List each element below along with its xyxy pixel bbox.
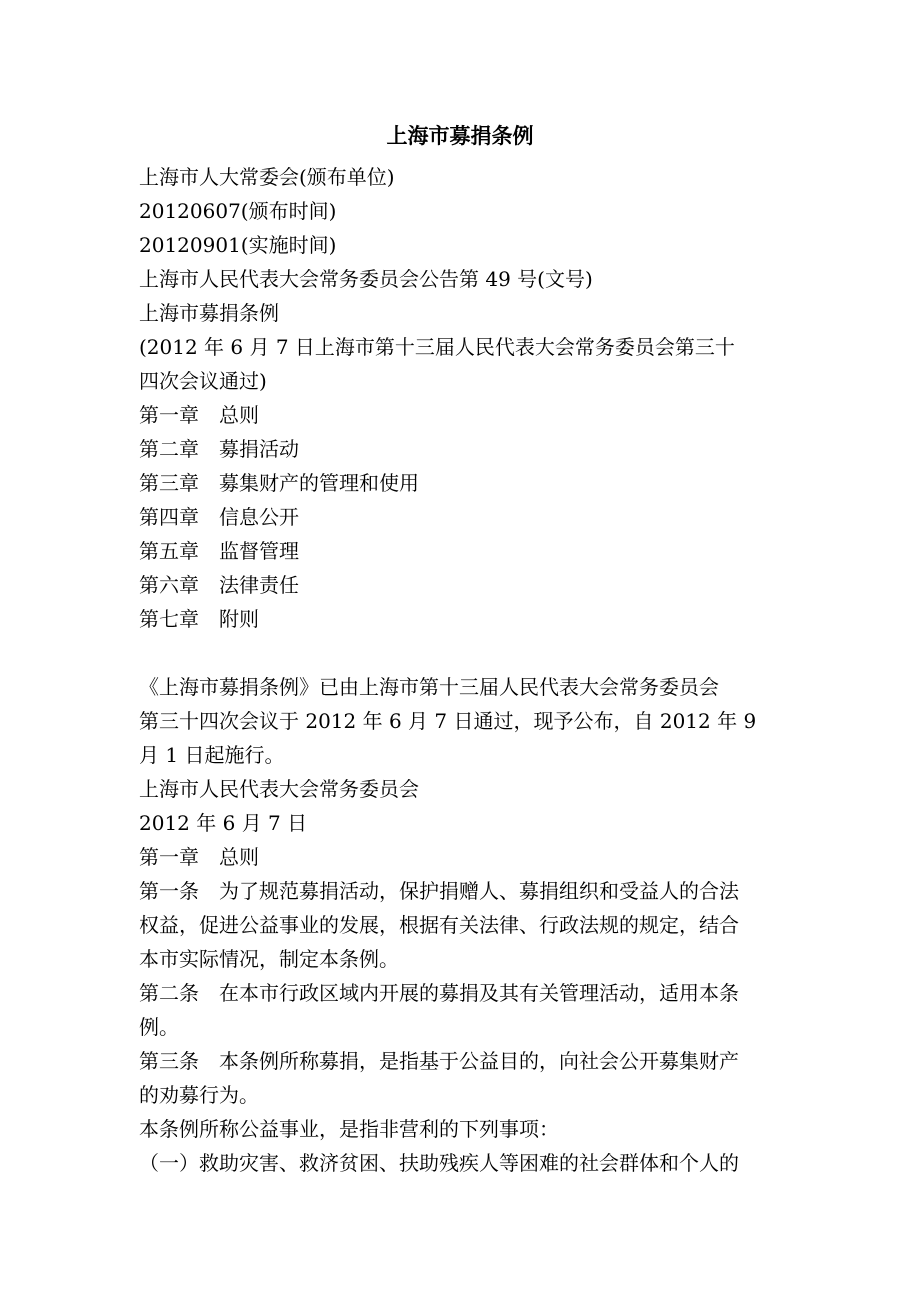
text-line: 权益，促进公益事业的发展，根据有关法律、行政法规的规定，结合	[139, 913, 739, 937]
text-line: 上海市募捐条例	[139, 301, 279, 325]
text-line: 20120901(实施时间)	[139, 233, 337, 257]
document-title: 上海市募捐条例	[386, 123, 534, 148]
text-line: 本条例所称公益事业，是指非营利的下列事项：	[139, 1117, 559, 1141]
text-line: 第三十四次会议于 2012 年 6 月 7 日通过，现予公布，自 2012 年 9	[139, 709, 757, 733]
chapter-line: 第三章 募集财产的管理和使用	[139, 471, 419, 495]
text-line: 20120607(颁布时间)	[139, 199, 337, 223]
text-line: 的劝募行为。	[139, 1083, 259, 1107]
text-line: (2012 年 6 月 7 日上海市第十三届人民代表大会常务委员会第三十	[139, 335, 735, 359]
text-line: 2012 年 6 月 7 日	[139, 811, 308, 835]
text-line: 四次会议通过)	[139, 369, 267, 393]
text-line: 《上海市募捐条例》已由上海市第十三届人民代表大会常务委员会	[139, 675, 719, 699]
chapter-line: 第二章 募捐活动	[139, 437, 299, 461]
text-line: 月 1 日起施行。	[139, 743, 285, 767]
text-line: 第二条 在本市行政区域内开展的募捐及其有关管理活动，适用本条	[139, 981, 739, 1005]
chapter-line: 第一章 总则	[139, 845, 259, 869]
text-line: （一）救助灾害、救济贫困、扶助残疾人等困难的社会群体和个人的	[139, 1151, 739, 1175]
document-body	[139, 160, 784, 1180]
text-line: 例。	[139, 1015, 179, 1039]
chapter-line: 第一章 总则	[139, 403, 259, 427]
text-line: 本市实际情况，制定本条例。	[139, 947, 399, 971]
chapter-line: 第六章 法律责任	[139, 573, 299, 597]
text-line: 上海市人民代表大会常务委员会	[139, 777, 419, 801]
chapter-line: 第五章 监督管理	[139, 539, 299, 563]
text-line: 上海市人大常委会(颁布单位)	[139, 165, 395, 189]
paragraph-gap	[139, 636, 784, 670]
text-line: 第三条 本条例所称募捐，是指基于公益目的，向社会公开募集财产	[139, 1049, 739, 1073]
chapter-line: 第七章 附则	[139, 607, 259, 631]
chapter-line: 第四章 信息公开	[139, 505, 299, 529]
text-line: 上海市人民代表大会常务委员会公告第 49 号(文号)	[139, 267, 593, 291]
text-line: 第一条 为了规范募捐活动，保护捐赠人、募捐组织和受益人的合法	[139, 879, 739, 903]
